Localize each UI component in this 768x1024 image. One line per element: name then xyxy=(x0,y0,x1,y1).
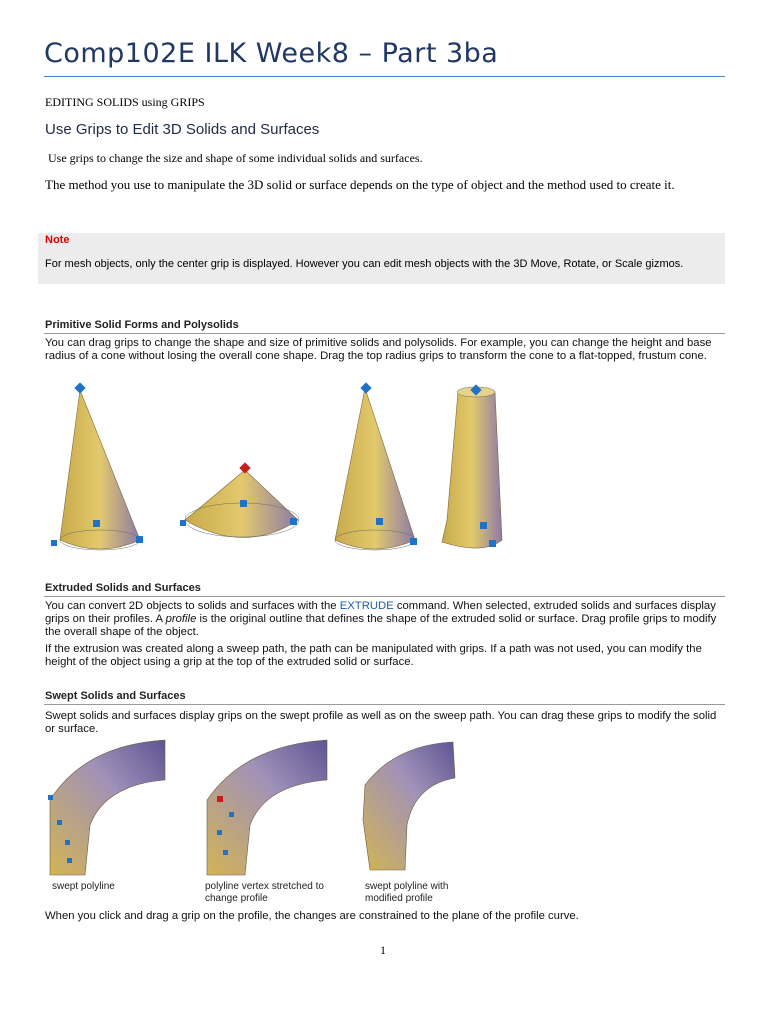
red-sweep-grip xyxy=(217,796,223,802)
primitive-rule xyxy=(44,333,725,334)
topic-heading: Use Grips to Edit 3D Solids and Surfaces xyxy=(45,121,320,138)
swept-shape-1 xyxy=(50,740,165,875)
extruded-paragraph-1: You can convert 2D objects to solids and surfaces with the EXTRUDE command. When selected, extruded solids and surfaces display grips on their profiles. A profile is the original outline that defines the shape of the extruded solid or surface. Drag profile grips to modify the overall shape of the object. xyxy=(45,600,717,638)
caption-2: polyline vertex stretched to change profile xyxy=(205,881,324,904)
primitive-heading: Primitive Solid Forms and Polysolids xyxy=(45,319,239,331)
caption-1: swept polyline xyxy=(52,881,115,892)
closing-paragraph: When you click and drag a grip on the profile, the changes are constrained to the plane of the profile curve. xyxy=(45,910,579,922)
frustum-shape xyxy=(442,387,502,548)
cone-shape-3 xyxy=(335,388,415,550)
note-label: Note xyxy=(45,234,70,246)
method-paragraph: The method you use to manipulate the 3D solid or surface depends on the type of object and the method used to create it. xyxy=(45,177,675,192)
extrude-link[interactable]: EXTRUDE xyxy=(339,600,394,612)
note-text: For mesh objects, only the center grip is displayed. However you can edit mesh objects with the 3D Move, Rotate, or Scale gizmos. xyxy=(45,258,684,270)
extruded-rule xyxy=(44,596,725,597)
page-number: 1 xyxy=(380,943,386,957)
primitive-paragraph: You can drag grips to change the shape and size of primitive solids and polysolids. For example, you can change the height and base radius of a cone without losing the overall cone shape. Drag the top radius grips to transform the cone to a flat-topped, frustum cone. xyxy=(45,337,712,362)
title-divider xyxy=(44,76,725,77)
extruded-heading: Extruded Solids and Surfaces xyxy=(45,582,201,594)
swept-illustrations xyxy=(45,740,485,880)
document-title: Comp102E ILK Week8 – Part 3ba xyxy=(44,38,499,69)
cone-illustrations xyxy=(40,380,600,560)
swept-paragraph: Swept solids and surfaces display grips on the swept profile as well as on the sweep path. You can drag these grips to modify the solid or surface. xyxy=(45,710,717,735)
swept-heading: Swept Solids and Surfaces xyxy=(45,690,186,702)
swept-rule xyxy=(44,704,725,705)
red-grip-marker xyxy=(239,462,250,473)
section-subtitle: EDITING SOLIDS using GRIPS xyxy=(45,95,205,109)
swept-shape-3 xyxy=(363,742,455,870)
intro-paragraph: Use grips to change the size and shape of some individual solids and surfaces. xyxy=(48,151,423,165)
extruded-paragraph-2: If the extrusion was created along a sweep path, the path can be manipulated with grips. If a path was not used, you can modify the height of the object using a grip at the top of the extruded solid or surface. xyxy=(45,643,702,668)
caption-3: swept polyline with modified profile xyxy=(365,881,449,904)
